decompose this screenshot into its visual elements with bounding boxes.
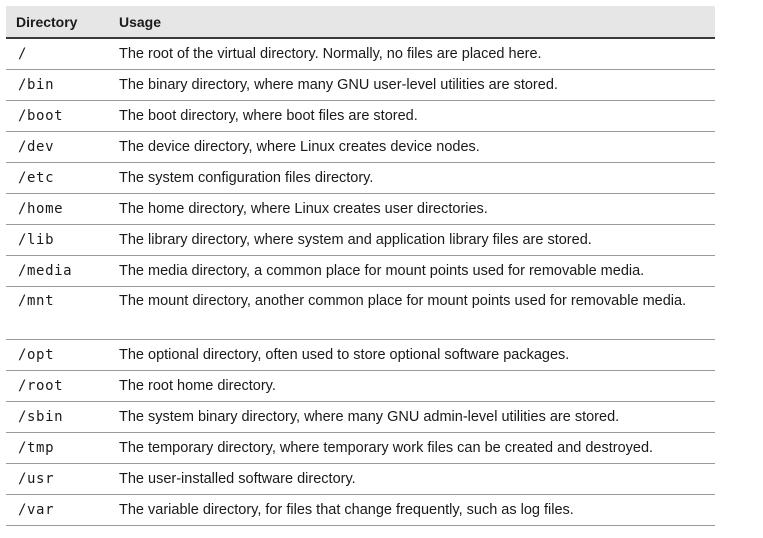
usage-cell: The home directory, where Linux creates user directories. — [109, 194, 715, 225]
usage-cell: The variable directory, for files that change frequently, such as log files. — [109, 495, 715, 526]
directory-cell: /dev — [6, 132, 109, 163]
usage-cell: The library directory, where system and application library files are stored. — [109, 225, 715, 256]
directory-cell: /var — [6, 495, 109, 526]
table-row — [6, 38, 715, 70]
table-row — [6, 340, 715, 371]
directory-cell: /lib — [6, 225, 109, 256]
directory-cell: /home — [6, 194, 109, 225]
column-header-directory: Directory — [6, 6, 109, 38]
directory-cell: /etc — [6, 163, 109, 194]
table-row — [6, 402, 715, 433]
directory-table-container — [6, 6, 715, 526]
table-row — [6, 194, 715, 225]
table-row — [6, 371, 715, 402]
table-row — [6, 132, 715, 163]
table-body — [6, 38, 715, 526]
usage-cell: The boot directory, where boot files are stored. — [109, 101, 715, 132]
usage-cell: The temporary directory, where temporary work files can be created and destroyed. — [109, 433, 715, 464]
directory-cell: /boot — [6, 101, 109, 132]
directory-cell: /sbin — [6, 402, 109, 433]
usage-cell: The user-installed software directory. — [109, 464, 715, 495]
table-row — [6, 101, 715, 132]
table-row — [6, 433, 715, 464]
usage-cell: The mount directory, another common place for mount points used for removable media. — [109, 287, 715, 340]
directory-cell: /root — [6, 371, 109, 402]
usage-cell: The root home directory. — [109, 371, 715, 402]
usage-cell: The device directory, where Linux creates device nodes. — [109, 132, 715, 163]
table-row — [6, 225, 715, 256]
directory-cell: /usr — [6, 464, 109, 495]
usage-cell: The root of the virtual directory. Normally, no files are placed here. — [109, 38, 715, 70]
directory-cell: /mnt — [6, 287, 109, 340]
usage-cell: The media directory, a common place for mount points used for removable media. — [109, 256, 715, 287]
table-row — [6, 163, 715, 194]
directory-cell: /bin — [6, 70, 109, 101]
directory-cell: /opt — [6, 340, 109, 371]
table-row — [6, 256, 715, 287]
usage-cell: The binary directory, where many GNU user-level utilities are stored. — [109, 70, 715, 101]
directory-cell: /media — [6, 256, 109, 287]
directory-cell: /tmp — [6, 433, 109, 464]
directory-cell: / — [6, 38, 109, 70]
table-row — [6, 495, 715, 526]
directory-table — [6, 6, 715, 526]
usage-cell: The system configuration files directory. — [109, 163, 715, 194]
usage-cell: The optional directory, often used to store optional software packages. — [109, 340, 715, 371]
table-row — [6, 464, 715, 495]
table-row — [6, 287, 715, 340]
table-header-row — [6, 6, 715, 38]
column-header-usage: Usage — [109, 6, 715, 38]
table-header — [6, 6, 715, 38]
table-row — [6, 70, 715, 101]
usage-cell: The system binary directory, where many GNU admin-level utilities are stored. — [109, 402, 715, 433]
